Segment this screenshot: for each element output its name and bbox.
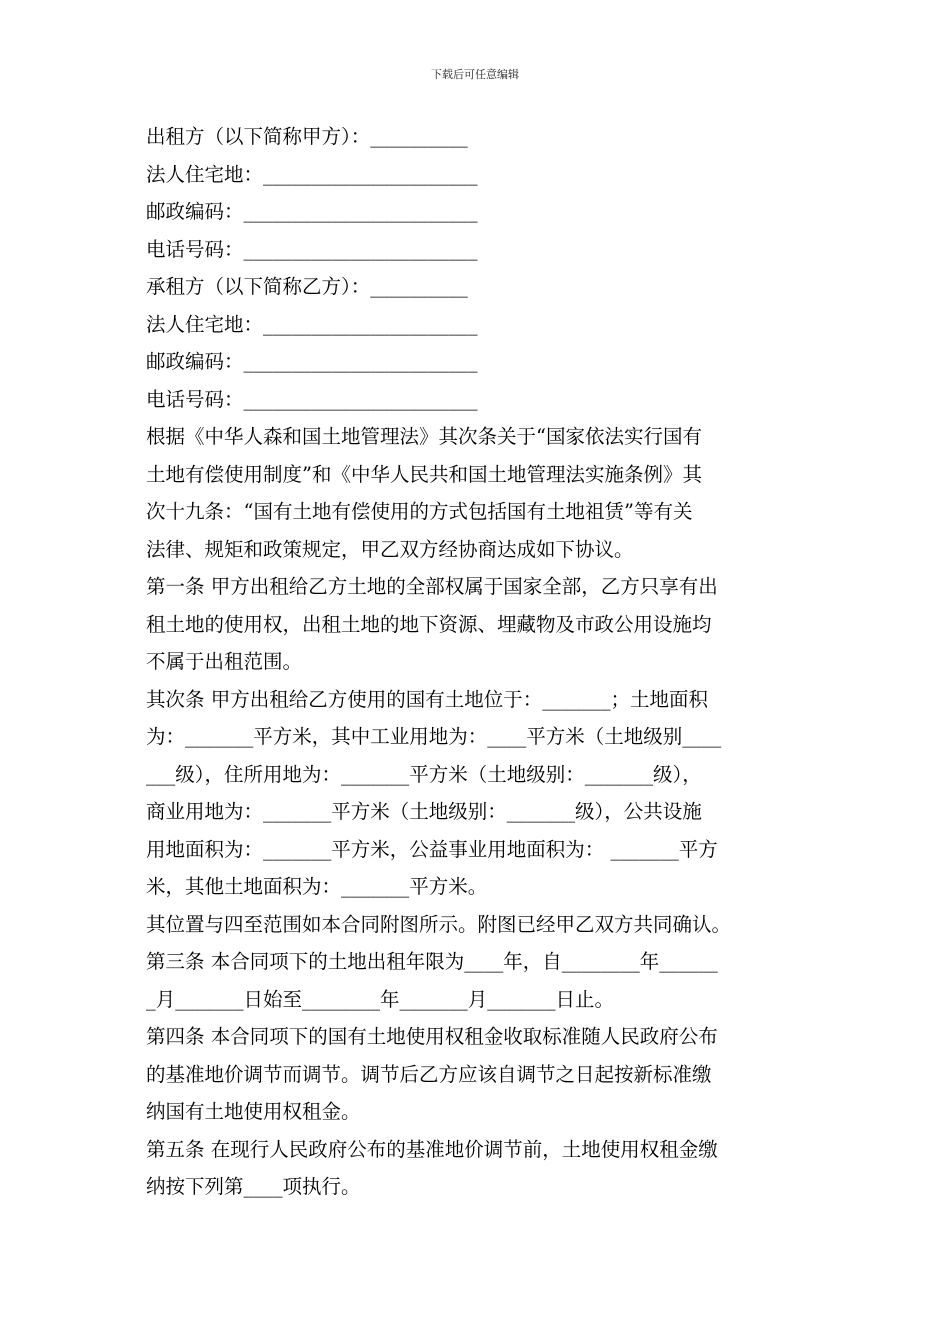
text-line: 第一条 甲方出租给乙方土地的全部权属于国家全部，乙方只享有出 <box>146 575 718 598</box>
text-line: 法人住宅地：______________________ <box>146 162 478 186</box>
contract-body <box>146 118 808 1206</box>
text-line: _月_______日始至________年_______月_______日止。 <box>146 987 615 1011</box>
text-line: 土地有偿使用制度”和《中华人民共和国土地管理法实施条例》其 <box>146 462 702 486</box>
text-line: ___级），住所用地为：_______平方米（土地级别：_______级）， <box>146 762 702 786</box>
text-line: 不属于出租范围。 <box>146 650 303 673</box>
text-line: 第四条 本合同项下的国有土地使用权租金收取标准随人民政府公布 <box>146 1025 718 1048</box>
text-line: 的基准地价调节而调节。调节后乙方应该自调节之日起按新标准缴 <box>146 1062 712 1086</box>
text-line: 纳按下列第____项执行。 <box>146 1175 361 1198</box>
text-line: 次十九条：“国有土地有偿使用的方式包括国有土地祖赁”等有关 <box>146 500 693 523</box>
text-line: 其位置与四至范围如本合同附图所示。附图已经甲乙双方共同确认。 <box>146 912 732 936</box>
text-line: 电话号码：________________________ <box>146 387 478 411</box>
text-line: 法人住宅地：______________________ <box>146 312 478 336</box>
text-line: 出租方（以下简称甲方）：__________ <box>146 125 468 148</box>
text-line: 电话号码：________________________ <box>146 237 478 261</box>
text-line: 米，其他土地面积为：_______平方米。 <box>146 875 488 898</box>
text-line: 根据《中华人森和国土地管理法》其次条关于“国家依法实行国有 <box>146 425 702 448</box>
text-line: 用地面积为：_______平方米，公益事业用地面积为： _______平方 <box>146 837 718 861</box>
text-line: 租土地的使用权，出租土地的地下资源、埋藏物及市政公用设施均 <box>146 612 712 636</box>
text-line: 其次条 甲方出租给乙方使用的国有土地位于：_______；土地面积 <box>146 687 708 711</box>
text-line: 商业用地为：_______平方米（土地级别：_______级），公共设施 <box>146 800 702 823</box>
text-line: 邮政编码：________________________ <box>146 200 478 223</box>
text-line: 第三条 本合同项下的土地出租年限为____年，自________年______ <box>146 950 718 973</box>
text-line: 邮政编码：________________________ <box>146 350 478 373</box>
text-line: 纳国有土地使用权租金。 <box>146 1100 361 1123</box>
text-line: 为：_______平方米，其中工业用地为：____平方米（土地级别____ <box>146 725 722 748</box>
text-line: 第五条 在现行人民政府公布的基准地价调节前，土地使用权租金缴 <box>146 1137 718 1161</box>
text-line: 法律、规矩和政策规定，甲乙双方经协商达成如下协议。 <box>146 537 634 561</box>
page-header: 下载后可任意编辑 <box>431 68 519 81</box>
text-line: 承租方（以下简称乙方）：__________ <box>146 275 468 298</box>
